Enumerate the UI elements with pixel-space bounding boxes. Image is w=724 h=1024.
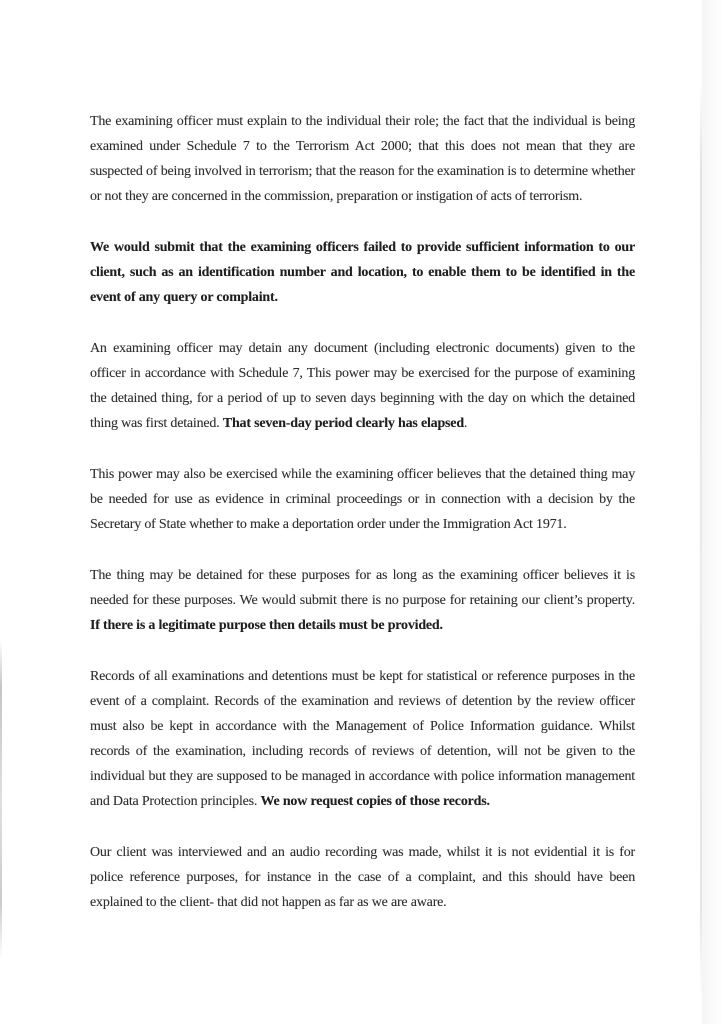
scan-artifact-right-edge	[700, 80, 702, 1000]
document-body	[90, 109, 635, 941]
text-segment: An examining officer may detain any document (including electronic documents) given to the officer in accordance with Schedule 7, This power may be exercised for the purpose of examining the detained thing, for a period of up to seven days beginning with the day on which the detained thing was first detained.	[90, 341, 635, 431]
paragraph-6	[90, 664, 635, 814]
bold-text-segment: If there is a legitimate purpose then details must be provided.	[90, 618, 443, 633]
bold-text-segment: That seven-day period clearly has elapsed	[222, 416, 464, 431]
text-segment: Our client was interviewed and an audio recording was made, whilst it is not evidential it is for police reference purposes, for instance in the case of a complaint, and this should have been explained to the client- that did not happen as far as we are aware.	[90, 845, 635, 910]
scan-artifact-left-edge	[0, 640, 2, 960]
paragraph-2	[90, 235, 635, 310]
paragraph-1	[90, 109, 635, 209]
paragraph-4	[90, 462, 635, 537]
paragraph-7	[90, 840, 635, 915]
paragraph-5	[90, 563, 635, 638]
text-segment: The thing may be detained for these purposes for as long as the examining officer believes it is needed for these purposes. We would submit there is no purpose for retaining our client’s property.	[90, 568, 635, 608]
text-segment: Records of all examinations and detentions must be kept for statistical or reference purposes in the event of a complaint. Records of the examination and reviews of detention by the review officer must also be kept in accordance with the Management of Police Information guidance. Whilst records of the examination, including records of reviews of detention, will not be given to the individual but they are supposed to be managed in accordance with police information management and Data Protection principles.	[90, 669, 635, 809]
bold-text-segment: We now request copies of those records.	[260, 794, 490, 809]
text-segment: This power may also be exercised while the examining officer believes that the detained thing may be needed for use as evidence in criminal proceedings or in connection with a decision by the Secretary of State whether to make a deportation order under the Immigration Act 1971.	[90, 467, 635, 532]
text-segment: The examining officer must explain to the individual their role; the fact that the individual is being examined under Schedule 7 to the Terrorism Act 2000; that this does not mean that they are suspected of being involved in terrorism; that the reason for the examination is to determine whether or not they are concerned in the commission, preparation or instigation of acts of terrorism.	[90, 114, 635, 204]
bold-text-segment: We would submit that the examining officers failed to provide sufficient information to our client, such as an identification number and location, to enable them to be identified in the event of any query or complaint.	[90, 240, 635, 305]
scan-artifact-right-band	[702, 0, 724, 1024]
text-segment: .	[463, 416, 468, 431]
paragraph-3	[90, 336, 635, 436]
